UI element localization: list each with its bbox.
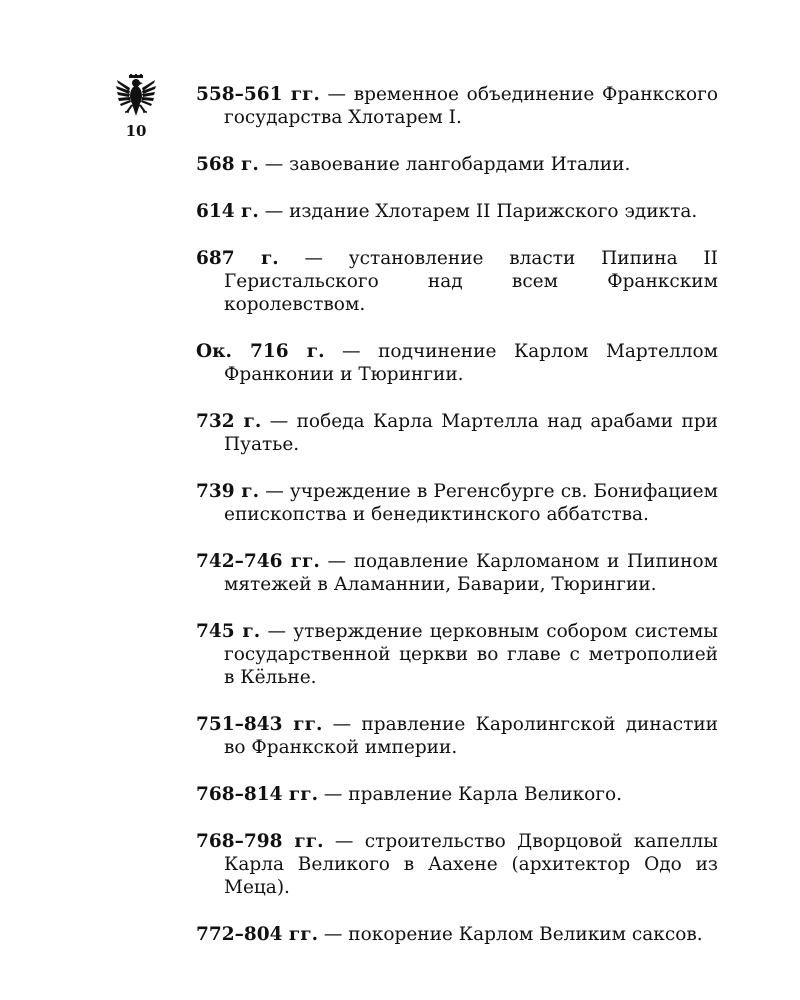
chronology-entry — [196, 550, 718, 596]
entry-date: 742–746 гг. — [196, 551, 320, 572]
entry-text: — утверждение церковным собором системы государственной церкви во главе с метрополией в Кёльне. — [224, 621, 719, 688]
entry-text: — покорение Карлом Великим саксов. — [318, 924, 703, 945]
entry-date: 772–804 гг. — [196, 924, 319, 945]
entry-text: — правление Карла Великого. — [318, 784, 623, 805]
entry-date: Ок. 716 г. — [196, 341, 325, 362]
chronology-entry — [196, 83, 718, 129]
entry-text: — подавление Карломаном и Пипином мятежей в Аламаннии, Баварии, Тюрингии. — [224, 551, 719, 595]
margin-header — [112, 74, 160, 140]
chronology-entry — [196, 783, 718, 806]
entry-text: — строительство Дворцовой капеллы Карла Великого в Аахене (архитектор Одо из Меца). — [224, 831, 718, 898]
entry-text: — издание Хлотарем II Парижского эдикта. — [258, 201, 698, 222]
entry-text: — победа Карла Мартелла над арабами при Пуатье. — [224, 411, 719, 455]
chronology-entry — [196, 830, 718, 899]
entry-date: 751–843 гг. — [196, 714, 323, 735]
chronology-entry — [196, 153, 718, 176]
eagle-icon — [116, 74, 156, 118]
chronology-entry — [196, 200, 718, 223]
chronology-entry — [196, 620, 718, 689]
entry-date: 739 г. — [196, 481, 260, 502]
entry-date: 768–798 гг. — [196, 831, 324, 852]
chronology-entry — [196, 923, 718, 946]
chronology-list — [196, 83, 718, 970]
entry-date: 768–814 гг. — [196, 784, 319, 805]
entry-date: 558–561 гг. — [196, 84, 320, 105]
entry-text: — временное объединение Франкского государства Хлотарем I. — [224, 84, 718, 128]
chronology-entry — [196, 713, 718, 759]
entry-text: — завоевание лангобардами Италии. — [258, 154, 631, 175]
entry-text: — учреждение в Регенсбурге св. Бонифацием епископства и бенедиктинского аббатства. — [224, 481, 718, 525]
entry-date: 732 г. — [196, 411, 262, 432]
entry-date: 687 г. — [196, 248, 279, 269]
page-number: 10 — [125, 122, 147, 140]
entry-date: 745 г. — [196, 621, 261, 642]
chronology-entry — [196, 247, 718, 316]
entry-text: — правление Каролингской династии во Франкской империи. — [224, 714, 718, 758]
entry-date: 568 г. — [196, 154, 259, 175]
chronology-entry — [196, 410, 718, 456]
chronology-entry — [196, 480, 718, 526]
entry-text: — установление власти Пипина II Геристальского над всем Франкским королевством. — [224, 248, 718, 315]
entry-text: — подчинение Карлом Мартеллом Франконии и Тюрингии. — [224, 341, 718, 385]
chronology-entry — [196, 340, 718, 386]
entry-date: 614 г. — [196, 201, 259, 222]
